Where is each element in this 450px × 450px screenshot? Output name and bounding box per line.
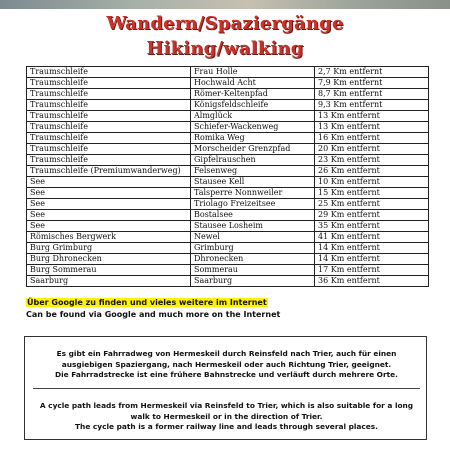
route-name-cell: Saarburg [191,276,315,287]
route-distance-cell: 35 Km entfernt [315,221,429,232]
routes-table [26,66,429,287]
routes-table-body [27,67,429,287]
route-distance-cell: 9,3 Km entfernt [315,100,429,111]
route-name-cell: Felsenweg [191,166,315,177]
route-distance-cell: 13 Km entfernt [315,111,429,122]
cycle-path-text-english [33,401,420,433]
header-photo-strip [0,0,450,9]
route-name-cell: Hochwald Acht [191,78,315,89]
route-name-cell: Newel [191,232,315,243]
route-distance-cell: 15 Km entfernt [315,188,429,199]
cycle-path-line: The cycle path is a former railway line and leads through several places. [75,422,378,431]
route-name-cell: Königsfeldschleife [191,100,315,111]
route-type-cell: See [27,188,191,199]
cycle-path-line: Es gibt ein Fahrradweg von Hermeskeil durch Reinsfeld nach Trier, auch für einen [56,349,397,358]
route-type-cell: See [27,210,191,221]
route-type-cell: See [27,199,191,210]
table-row [27,221,429,232]
table-row [27,188,429,199]
divider [33,388,420,389]
route-type-cell: Traumschleife [27,155,191,166]
route-distance-cell: 25 Km entfernt [315,199,429,210]
route-type-cell: Traumschleife (Premiumwanderweg) [27,166,191,177]
route-type-cell: Römisches Bergwerk [27,232,191,243]
route-distance-cell: 14 Km entfernt [315,254,429,265]
route-type-cell: Traumschleife [27,89,191,100]
route-type-cell: See [27,221,191,232]
route-name-cell: Grimburg [191,243,315,254]
cycle-path-line: ausgiebigen Spaziergang, nach Hermeskeil oder auch Richtung Trier, geeignet. [61,359,392,369]
table-row [27,265,429,276]
route-name-cell: Romika Weg [191,133,315,144]
route-name-cell: Sommerau [191,265,315,276]
route-type-cell: Traumschleife [27,100,191,111]
route-type-cell: Traumschleife [27,144,191,155]
route-distance-cell: 26 Km entfernt [315,166,429,177]
table-row [27,100,429,111]
page-title-german: Wandern/Spaziergänge [106,13,344,34]
route-type-cell: Burg Grimburg [27,243,191,254]
table-row [27,78,429,89]
cycle-path-line: A cycle path leads from Hermeskeil via Reinsfeld to Trier, which is also suitable for a long [39,401,414,410]
route-name-cell: Almglück [191,111,315,122]
route-type-cell: See [27,177,191,188]
table-row [27,254,429,265]
table-row [27,243,429,254]
page-title-english: Hiking/walking [146,38,304,59]
route-name-cell: Gipfelrauschen [191,155,315,166]
route-name-cell: Bostalsee [191,210,315,221]
route-name-cell: Stausee Kell [191,177,315,188]
route-distance-cell: 16 Km entfernt [315,133,429,144]
route-distance-cell: 41 Km entfernt [315,232,429,243]
route-type-cell: Burg Dhronecken [27,254,191,265]
table-row [27,133,429,144]
cycle-path-line: Die Fahrradstrecke ist eine frühere Bahnstrecke und verläuft durch mehrere Orte. [55,370,398,379]
cycle-path-line: walk to Hermeskeil or in the direction of Trier. [130,411,323,421]
table-row [27,177,429,188]
google-note-german: Über Google zu finden und vieles weitere im Internet [27,298,267,307]
route-name-cell: Römer-Keltenpfad [191,89,315,100]
route-distance-cell: 13 Km entfernt [315,122,429,133]
route-name-cell: Dhronecken [191,254,315,265]
route-distance-cell: 8,7 Km entfernt [315,89,429,100]
table-row [27,155,429,166]
route-type-cell: Burg Sommerau [27,265,191,276]
route-name-cell: Stausee Losheim [191,221,315,232]
route-distance-cell: 20 Km entfernt [315,144,429,155]
route-distance-cell: 10 Km entfernt [315,177,429,188]
table-row [27,199,429,210]
route-name-cell: Talsperre Nonnweiler [191,188,315,199]
route-distance-cell: 17 Km entfernt [315,265,429,276]
route-type-cell: Traumschleife [27,122,191,133]
table-row [27,166,429,177]
route-name-cell: Morscheider Grenzpfad [191,144,315,155]
route-type-cell: Saarburg [27,276,191,287]
route-type-cell: Traumschleife [27,67,191,78]
route-type-cell: Traumschleife [27,133,191,144]
route-distance-cell: 7,9 Km entfernt [315,78,429,89]
table-row [27,144,429,155]
route-distance-cell: 36 Km entfernt [315,276,429,287]
route-name-cell: Schiefer-Wackenweg [191,122,315,133]
route-name-cell: Frau Holle [191,67,315,78]
route-distance-cell: 2,7 Km entfernt [315,67,429,78]
route-distance-cell: 29 Km entfernt [315,210,429,221]
route-distance-cell: 14 Km entfernt [315,243,429,254]
route-type-cell: Traumschleife [27,78,191,89]
route-name-cell: Triolago Freizeitsee [191,199,315,210]
table-row [27,67,429,78]
table-row [27,210,429,221]
cycle-path-info-box [24,336,427,440]
cycle-path-text-german [33,349,420,381]
table-row [27,89,429,100]
route-type-cell: Traumschleife [27,111,191,122]
table-row [27,276,429,287]
google-note-english: Can be found via Google and much more on the Internet [26,310,281,319]
route-distance-cell: 23 Km entfernt [315,155,429,166]
table-row [27,111,429,122]
table-row [27,122,429,133]
table-row [27,232,429,243]
